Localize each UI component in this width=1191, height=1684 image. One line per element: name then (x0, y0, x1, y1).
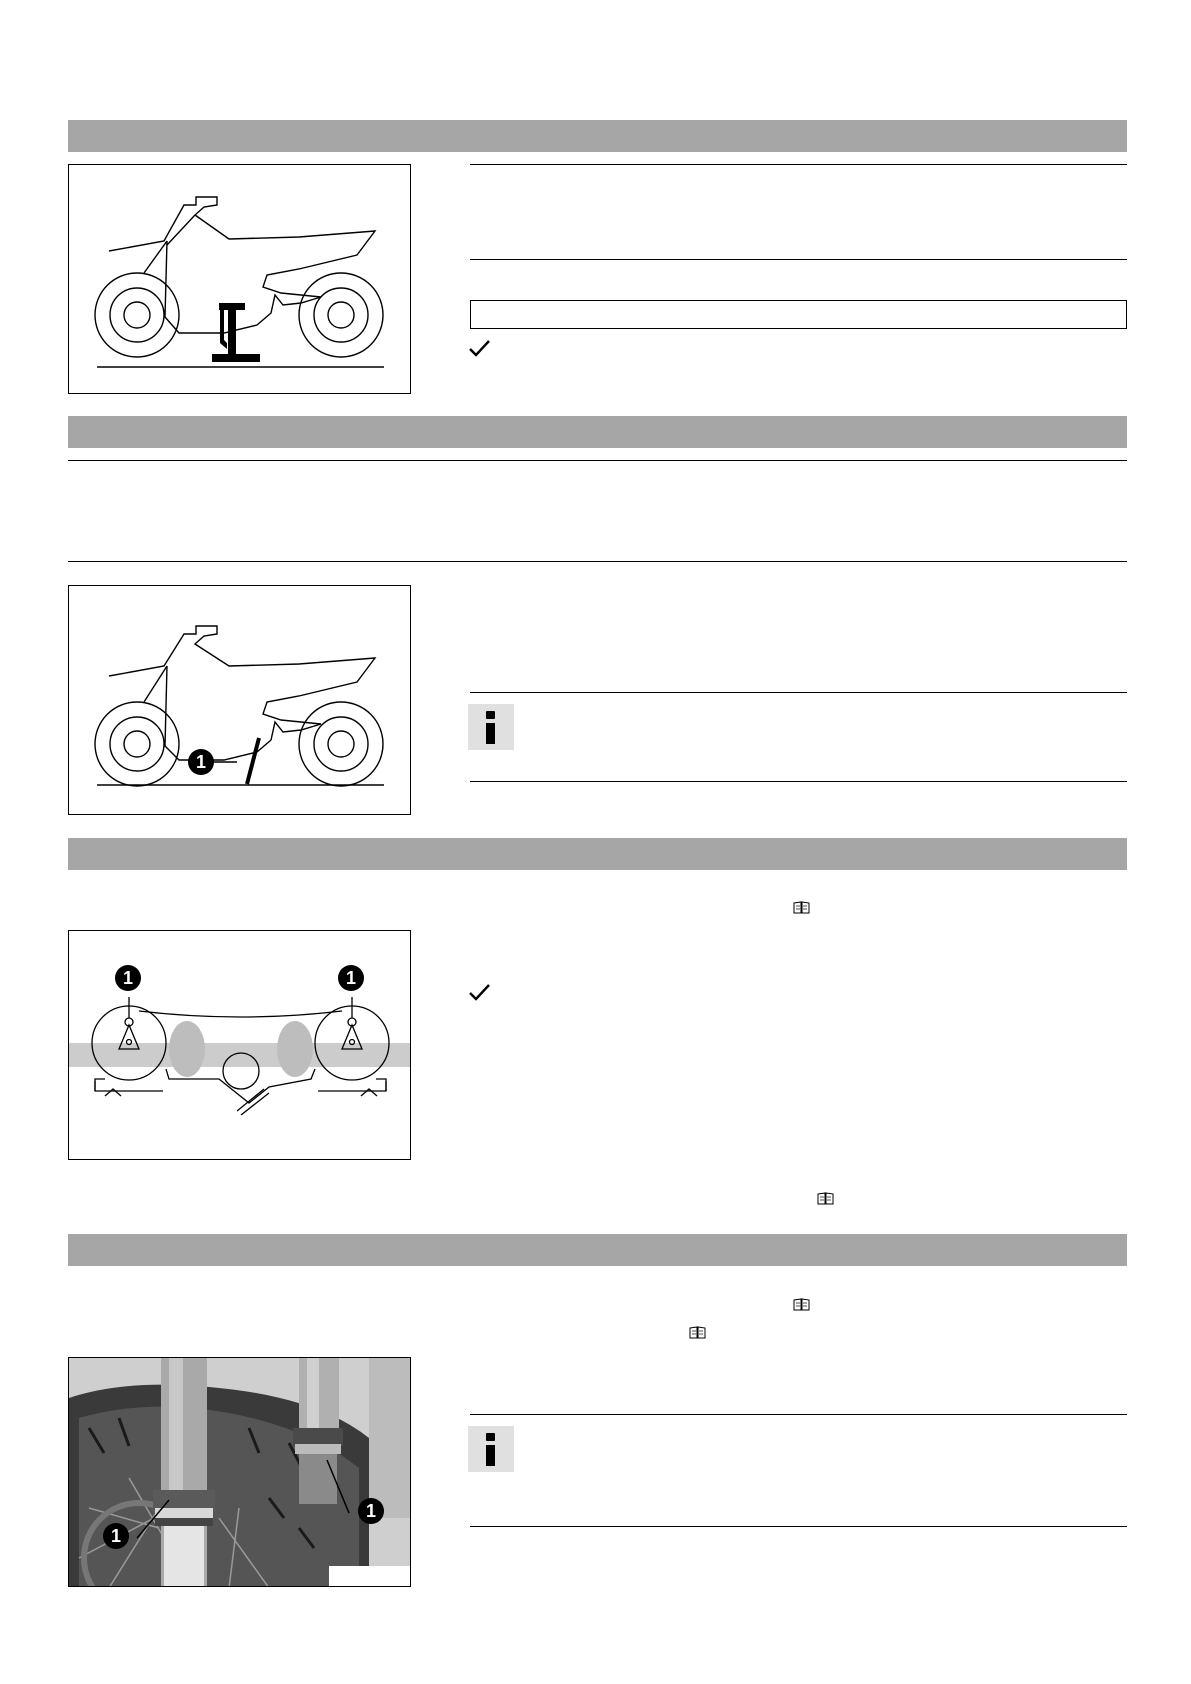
callout-number: 1 (115, 965, 141, 991)
figure-motorcycle-side-stand (68, 585, 411, 815)
motorcycle-on-lift-stand-icon (69, 165, 411, 394)
divider-line (470, 164, 1127, 165)
section-header-bar-3 (68, 838, 1127, 870)
divider-line (470, 1414, 1127, 1415)
manual-reference-book-icon[interactable] (689, 1326, 706, 1339)
manual-reference-book-icon[interactable] (793, 1298, 810, 1311)
divider-line (68, 561, 1127, 562)
divider-line (470, 1526, 1127, 1527)
fork-bleeder-screws-icon (69, 931, 411, 1160)
info-icon (468, 704, 514, 750)
figure-fork-bleeder-screws (68, 930, 411, 1160)
callout-number: 1 (188, 749, 214, 775)
manual-reference-book-icon[interactable] (817, 1192, 834, 1205)
divider-line (470, 781, 1127, 782)
motorcycle-on-side-stand-icon (69, 586, 411, 815)
divider-line (68, 460, 1127, 461)
info-icon (468, 1426, 514, 1472)
section-header-bar-2 (68, 416, 1127, 448)
divider-line (470, 692, 1127, 693)
callout-number: 1 (358, 1498, 384, 1524)
divider-line (470, 259, 1127, 260)
checkmark-icon (468, 982, 492, 1002)
checkmark-icon (468, 338, 492, 358)
manual-reference-book-icon[interactable] (793, 901, 810, 914)
fork-dust-boots-photo (69, 1358, 411, 1587)
figure-fork-dust-boots (68, 1357, 411, 1587)
figure-motorcycle-lift-stand (68, 164, 411, 394)
specification-box (470, 300, 1127, 329)
section-header-bar-1 (68, 120, 1127, 152)
callout-number: 1 (103, 1523, 129, 1549)
section-header-bar-4 (68, 1234, 1127, 1266)
callout-number: 1 (338, 965, 364, 991)
